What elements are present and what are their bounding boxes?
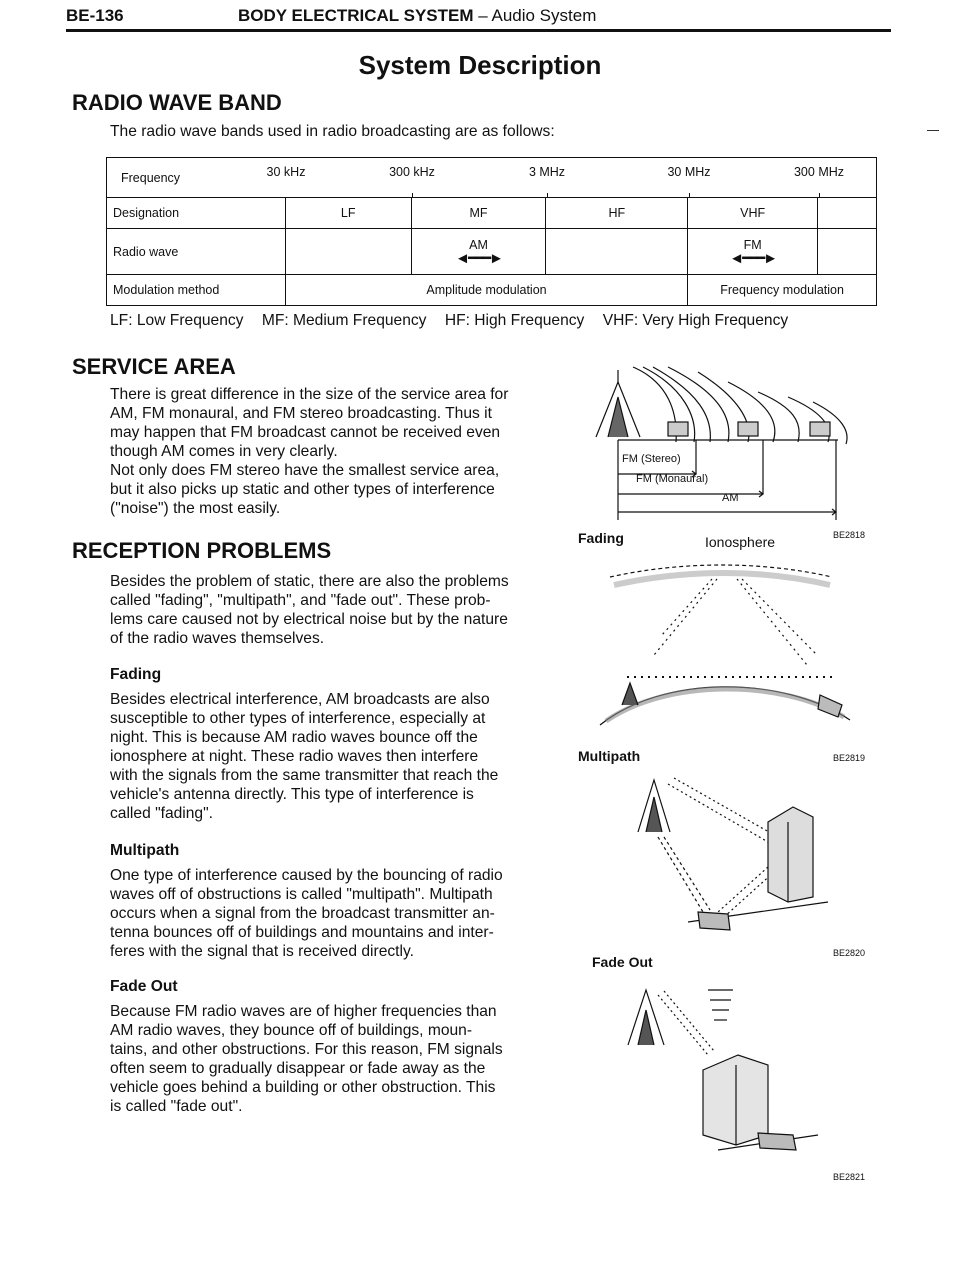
car-icon [810, 422, 830, 436]
fading-heading: Fading [110, 666, 162, 683]
empty-cell [546, 229, 688, 275]
page-title: System Description [358, 50, 602, 80]
text-line: tenna bounces off of buildings and mountains and inter- [110, 924, 494, 941]
frequency-row [107, 158, 877, 198]
radio-wave-label: Radio wave [107, 229, 286, 275]
header-topic: Audio System [491, 6, 597, 25]
tick-mark [819, 193, 820, 197]
radio-wave-fm: FM [743, 237, 762, 252]
radio-wave-band-heading: RADIO WAVE BAND [72, 90, 282, 115]
header-section: BODY ELECTRICAL SYSTEM [238, 6, 474, 25]
car-icon [758, 1133, 796, 1150]
multipath-paragraph [110, 866, 503, 961]
legend-item: MF: Medium Frequency [261, 312, 427, 329]
text-line: though AM comes in very clearly. [110, 443, 338, 460]
text-line: AM, FM monaural, and FM stereo broadcasting. Thus it [110, 405, 492, 422]
text-line: ionosphere at night. These radio waves then interfere [110, 748, 479, 765]
frequency-tick: 30 kHz [266, 165, 306, 179]
modulation-fm: Frequency modulation [688, 275, 877, 306]
frequency-label: Frequency [121, 171, 181, 185]
text-line: Besides the problem of static, there are also the problems [110, 573, 509, 590]
text-line: vehicle's antenna directly. This type of interference is [110, 786, 474, 803]
text-line: waves off of obstructions is called "multipath". Multipath [110, 886, 493, 903]
text-line: called "fading", "multipath", and "fade out". These prob- [110, 592, 491, 609]
fading-diagram [592, 555, 860, 735]
text-line: of the radio waves themselves. [110, 630, 325, 647]
empty-cell [818, 198, 877, 229]
figure-code: BE2818 [833, 530, 866, 540]
designation-hf: HF [546, 198, 688, 229]
radio-wave-am: AM [469, 237, 488, 252]
building-icon [768, 807, 813, 902]
fm-stereo-label: FM (Stereo) [622, 453, 681, 465]
frequency-tick: 3 MHz [528, 165, 566, 179]
modulation-row [107, 275, 877, 306]
text-line: One type of interference caused by the bouncing of radio [110, 867, 503, 884]
text-line: AM radio waves, they bounce off of buildings, moun- [110, 1022, 473, 1039]
text-line: There is great difference in the size of the service area for [110, 386, 509, 403]
frequency-cell [107, 158, 877, 198]
transmitter-tower-icon [622, 683, 638, 705]
text-line: ("noise") the most easily. [110, 500, 281, 517]
text-line: often seem to gradually disappear or fade away as the [110, 1060, 486, 1077]
legend-item: HF: High Frequency [444, 312, 585, 329]
radio-wave-am-cell [411, 229, 546, 275]
text-line: but it also picks up static and other types of interference [110, 481, 495, 498]
empty-cell [818, 229, 877, 275]
radio-wave-band-table [106, 157, 877, 306]
text-line: susceptible to other types of interference, especially at [110, 710, 486, 727]
car-icon [738, 422, 758, 436]
multipath-heading: Multipath [110, 842, 180, 859]
multipath-figure-caption: Multipath [578, 748, 641, 764]
margin-mark [927, 130, 939, 131]
am-label: AM [722, 492, 739, 504]
designation-lf: LF [285, 198, 411, 229]
figure-code: BE2820 [833, 948, 866, 958]
text-line: tains, and other obstructions. For this reason, FM signals [110, 1041, 503, 1058]
fm-monaural-label: FM (Monaural) [636, 473, 709, 485]
text-line: may happen that FM broadcast cannot be received even [110, 424, 501, 441]
text-line: called "fading". [110, 805, 213, 822]
text-line: Besides electrical interference, AM broadcasts are also [110, 691, 490, 708]
designation-label: Designation [107, 198, 286, 229]
double-arrow-icon: ◄━━━► [455, 249, 502, 267]
ionosphere-label: Ionosphere [705, 534, 776, 550]
text-line: Not only does FM stereo have the smallest service area, [110, 462, 500, 479]
header-title [238, 6, 596, 26]
text-line: is called "fade out". [110, 1098, 243, 1115]
designation-row [107, 198, 877, 229]
page-number: BE-136 [66, 6, 124, 25]
designation-mf: MF [411, 198, 546, 229]
text-line: night. This is because AM radio waves bounce off the [110, 729, 478, 746]
reception-problems-heading: RECEPTION PROBLEMS [72, 538, 332, 563]
text-line: Because FM radio waves are of higher frequencies than [110, 1003, 497, 1020]
double-arrow-icon: ◄━━━► [729, 249, 777, 267]
legend-item: VHF: Very High Frequency [602, 312, 789, 329]
text-line: lems care caused not by electrical noise but by the nature [110, 611, 508, 628]
frequency-tick: 30 MHz [667, 165, 711, 179]
page-header [66, 2, 891, 32]
car-icon [818, 695, 842, 717]
text-line: occurs when a signal from the broadcast transmitter an- [110, 905, 495, 922]
service-area-heading: SERVICE AREA [72, 354, 236, 379]
fade-out-paragraph [110, 1002, 503, 1116]
reception-intro-paragraph [110, 572, 509, 648]
modulation-label: Modulation method [107, 275, 286, 306]
multipath-diagram [618, 762, 838, 942]
car-icon [668, 422, 688, 436]
fade-out-diagram [618, 985, 838, 1165]
frequency-tick: 300 kHz [389, 165, 435, 179]
fading-figure-caption: Fading [578, 530, 624, 546]
tick-mark [412, 193, 413, 197]
radio-wave-fm-cell [688, 229, 818, 275]
tick-mark [547, 193, 548, 197]
text-line: with the signals from the same transmitter that reach the [110, 767, 499, 784]
text-line: feres with the signal that is received directly. [110, 943, 414, 960]
radio-wave-row [107, 229, 877, 275]
text-line: vehicle goes behind a building or other obstruction. This [110, 1079, 496, 1096]
fade-out-heading: Fade Out [110, 978, 178, 995]
header-separator: – [473, 6, 492, 25]
fading-paragraph [110, 690, 498, 823]
empty-cell [285, 229, 411, 275]
car-icon [698, 912, 730, 930]
service-area-paragraph [110, 385, 508, 518]
fade-out-figure-caption: Fade Out [592, 954, 653, 970]
radio-wave-band-intro: The radio wave bands used in radio broadcasting are as follows: [110, 123, 555, 140]
figure-code: BE2821 [833, 1172, 866, 1182]
tick-mark [689, 193, 690, 197]
legend-item: LF: Low Frequency [110, 312, 244, 329]
designation-vhf: VHF [688, 198, 818, 229]
frequency-tick: 300 MHz [793, 165, 845, 179]
frequency-legend [110, 312, 802, 330]
modulation-am: Amplitude modulation [285, 275, 687, 306]
figure-code: BE2819 [833, 753, 866, 763]
